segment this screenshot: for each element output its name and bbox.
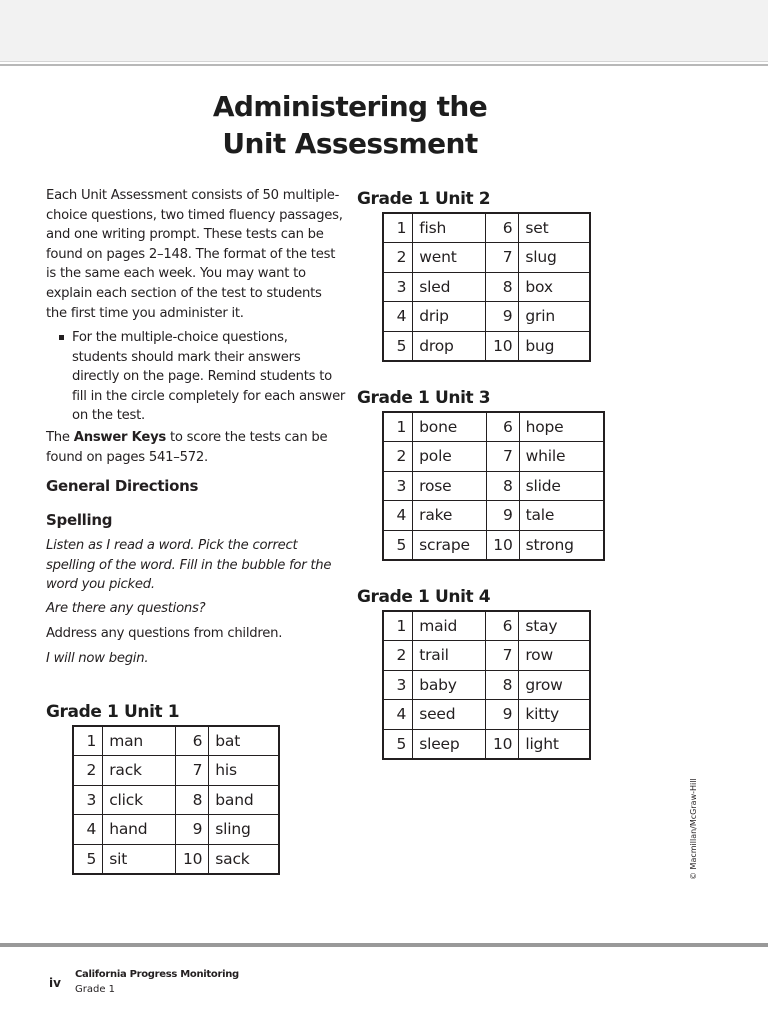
spelling-word: scrape: [413, 530, 487, 560]
item-number: 10: [176, 844, 209, 874]
spelling-word: his: [209, 756, 279, 786]
table-row: [383, 272, 590, 302]
page-title: [150, 88, 550, 162]
copyright-notice: © Macmillan/McGraw-Hill: [689, 778, 698, 880]
table-row: [383, 471, 604, 501]
spelling-word: band: [209, 785, 279, 815]
item-number: 3: [383, 272, 413, 302]
unit-2-word-table: [382, 212, 591, 362]
item-number: 6: [176, 726, 209, 756]
instructions-column: [46, 186, 346, 669]
item-number: 9: [486, 302, 519, 332]
square-bullet-icon: [59, 335, 64, 340]
table-row: [383, 302, 590, 332]
table-row: [383, 700, 590, 730]
spelling-word: pole: [413, 442, 487, 472]
item-number: 2: [73, 756, 103, 786]
item-number: 6: [486, 412, 519, 442]
answer-keys-paragraph: [46, 428, 346, 476]
answer-keys-prefix: The: [46, 430, 74, 445]
table-row: [73, 756, 279, 786]
unit-2-title: Grade 1 Unit 2: [357, 189, 491, 209]
unit-3-title: Grade 1 Unit 3: [357, 388, 491, 408]
item-number: 1: [383, 611, 413, 641]
title-line-2: Unit Assessment: [222, 127, 478, 160]
item-number: 4: [383, 700, 413, 730]
item-number: 8: [486, 471, 519, 501]
spelling-word: fish: [413, 213, 486, 243]
spelling-word: kitty: [519, 700, 590, 730]
spelling-word: man: [103, 726, 176, 756]
table-row: [383, 412, 604, 442]
top-bar: [0, 0, 768, 62]
table-row: [383, 243, 590, 273]
item-number: 9: [486, 700, 519, 730]
footer-divider: [0, 943, 768, 947]
top-divider: [0, 64, 768, 66]
title-line-1: Administering the: [212, 90, 488, 123]
item-number: 10: [486, 729, 519, 759]
table-row: [73, 785, 279, 815]
spelling-word: went: [413, 243, 486, 273]
answer-keys-bold: Answer Keys: [73, 430, 167, 445]
footer-title: California Progress Monitoring: [75, 969, 239, 980]
spelling-word: strong: [519, 530, 604, 560]
bullet-text: For the multiple-choice questions, students should mark their answers directly on the page. Remind students to fill in the circle completely for each answer on the test.: [72, 330, 346, 424]
bullet-item: [46, 328, 346, 428]
spelling-word: tale: [519, 501, 604, 531]
table-row: [383, 331, 590, 361]
spelling-word: slug: [519, 243, 590, 273]
item-number: 10: [486, 331, 519, 361]
item-number: 3: [73, 785, 103, 815]
item-number: 3: [383, 670, 413, 700]
item-number: 4: [73, 815, 103, 845]
item-number: 2: [383, 243, 413, 273]
questions-prompt: Are there any questions?: [46, 601, 206, 616]
unit-4-word-table: [382, 610, 591, 760]
item-number: 5: [73, 844, 103, 874]
table-row: [383, 501, 604, 531]
spelling-word: box: [519, 272, 590, 302]
item-number: 1: [383, 412, 413, 442]
item-number: 7: [486, 442, 519, 472]
item-number: 3: [383, 471, 413, 501]
spelling-word: bone: [413, 412, 487, 442]
table-row: [383, 611, 590, 641]
spelling-word: hand: [103, 815, 176, 845]
footer-subtitle: Grade 1: [75, 984, 116, 995]
table-row: [383, 670, 590, 700]
item-number: 5: [383, 530, 413, 560]
item-number: 9: [486, 501, 519, 531]
spelling-word: rake: [413, 501, 487, 531]
item-number: 2: [383, 641, 413, 671]
spelling-word: drip: [413, 302, 486, 332]
spelling-word: sleep: [413, 729, 486, 759]
spelling-heading: Spelling: [46, 511, 113, 529]
spelling-word: maid: [413, 611, 486, 641]
table-row: [73, 815, 279, 845]
answer-keys-suffix: to score the tests can be found on pages 541–572.: [46, 430, 328, 465]
spelling-word: seed: [413, 700, 486, 730]
item-number: 9: [176, 815, 209, 845]
begin-prompt: I will now begin.: [46, 651, 149, 666]
table-row: [73, 726, 279, 756]
spelling-word: set: [519, 213, 590, 243]
item-number: 1: [383, 213, 413, 243]
listen-instruction: Listen as I read a word. Pick the correct spelling of the word. Fill in the bubble for the word you picked.: [46, 538, 332, 593]
item-number: 7: [486, 243, 519, 273]
general-directions-heading: General Directions: [46, 477, 199, 495]
table-row: [383, 530, 604, 560]
spelling-word: grow: [519, 670, 590, 700]
spelling-word: rose: [413, 471, 487, 501]
spelling-word: drop: [413, 331, 486, 361]
spelling-word: row: [519, 641, 590, 671]
spelling-word: grin: [519, 302, 590, 332]
spelling-word: while: [519, 442, 604, 472]
spelling-word: hope: [519, 412, 604, 442]
item-number: 8: [176, 785, 209, 815]
item-number: 2: [383, 442, 413, 472]
unit-1-title: Grade 1 Unit 1: [46, 702, 180, 722]
spelling-word: rack: [103, 756, 176, 786]
unit-3-word-table: [382, 411, 605, 561]
item-number: 6: [486, 611, 519, 641]
item-number: 6: [486, 213, 519, 243]
item-number: 4: [383, 302, 413, 332]
spelling-word: trail: [413, 641, 486, 671]
spelling-word: sit: [103, 844, 176, 874]
table-row: [383, 641, 590, 671]
spelling-word: baby: [413, 670, 486, 700]
spelling-word: sack: [209, 844, 279, 874]
table-row: [73, 844, 279, 874]
address-instruction: Address any questions from children.: [46, 626, 283, 641]
item-number: 8: [486, 670, 519, 700]
item-number: 10: [486, 530, 519, 560]
spelling-word: click: [103, 785, 176, 815]
spelling-word: sling: [209, 815, 279, 845]
item-number: 5: [383, 331, 413, 361]
table-row: [383, 442, 604, 472]
item-number: 7: [176, 756, 209, 786]
spelling-word: sled: [413, 272, 486, 302]
item-number: 4: [383, 501, 413, 531]
unit-1-word-table: [72, 725, 280, 875]
table-row: [383, 729, 590, 759]
spelling-word: slide: [519, 471, 604, 501]
item-number: 7: [486, 641, 519, 671]
spelling-word: bat: [209, 726, 279, 756]
spelling-word: bug: [519, 331, 590, 361]
spelling-word: light: [519, 729, 590, 759]
item-number: 8: [486, 272, 519, 302]
unit-4-title: Grade 1 Unit 4: [357, 587, 491, 607]
intro-paragraph: Each Unit Assessment consists of 50 multiple-choice questions, two timed fluency passages, and one writing prompt. These tests can be found on pages 2–148. The format of the test is the same each week. You may want to explain each section of the test to students the first time you administer it.: [46, 188, 343, 321]
item-number: 1: [73, 726, 103, 756]
item-number: 5: [383, 729, 413, 759]
page-number: iv: [49, 976, 61, 990]
spelling-word: stay: [519, 611, 590, 641]
table-row: [383, 213, 590, 243]
